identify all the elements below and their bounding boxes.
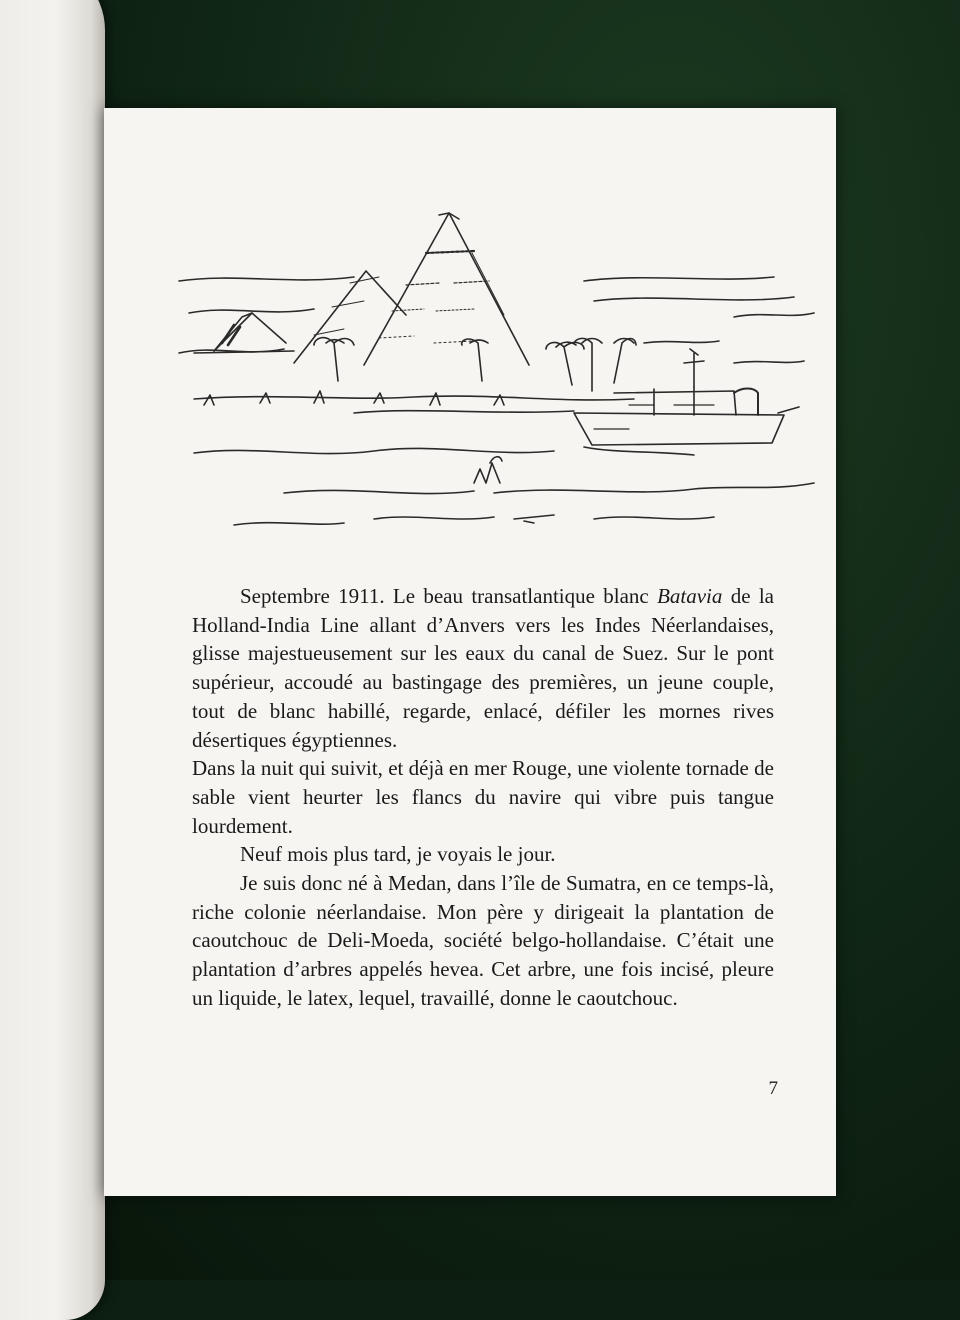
paragraph-1: Septembre 1911. Le beau transatlantique blanc Batavia de la Holland-India Line allant d’Anvers vers les Indes Néerlandaises, glisse majestueusement sur les eaux du canal de Suez. Sur le pont supérieur, accoudé au bastingage des premières, un jeune couple, tout de blanc habillé, regarde, enlacé, défiler les mornes rives désertiques égyptiennes. [192, 584, 774, 752]
paragraph-4: Je suis donc né à Medan, dans l’île de Sumatra, en ce temps-là, riche colonie néerlandaise. Mon père y dirigeait la plantation de caoutchouc de Deli-Moeda, société belgo-hollandaise. C’était une plantation d’arbres appelés hevea. Cet arbre, une fois incisé, pleure un liquide, le latex, lequel, travaillé, donne le caoutchouc. [192, 871, 774, 1010]
book-page [104, 108, 836, 1196]
pyramids-ship-illustration [174, 193, 834, 543]
ship-name: Batavia [657, 584, 723, 608]
paragraph-2: Dans la nuit qui suivit, et déjà en mer Rouge, une violente tornade de sable vient heurter les flancs du navire qui vibre puis tangue lourdement. [192, 756, 774, 838]
paragraph-3: Neuf mois plus tard, je voyais le jour. [240, 842, 556, 867]
left-page-edge [0, 0, 105, 1320]
body-text [192, 582, 774, 1013]
page-number: 7 [768, 1078, 778, 1099]
